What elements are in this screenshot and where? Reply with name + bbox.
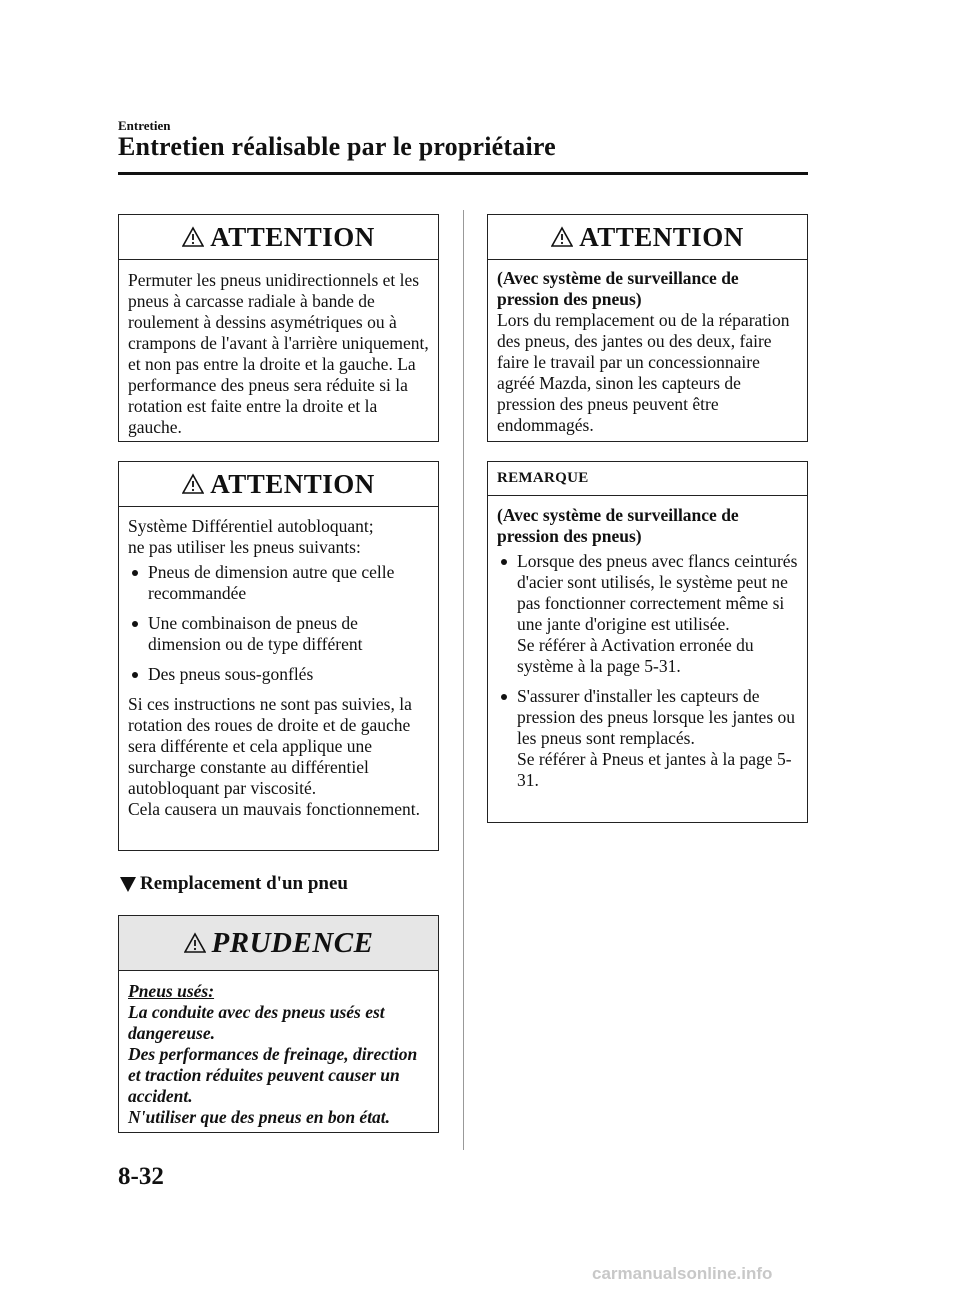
page-reference: Se référer à Pneus et jantes à la page 5-31. [517,749,792,790]
attention-text: Lors du remplacement ou de la réparation des pneus, des jantes ou des deux, faire faire le travail par un concessionnaire agréé Mazda, sinon les capteurs de pression des pneus peuvent être endommagés. [497,310,790,435]
page-reference: Se référer à Activation erronée du système à la page 5-31. [517,635,754,676]
section-label: Entretien [118,118,171,133]
list-item: Lorsque des pneus avec flancs ceinturés d'acier sont utilisés, le système peut ne pas fonctionner correctement même si une jante d'origine est utilisée. Se référer à Activation erronée du système à la page 5-31. [497,551,799,677]
triangle-down-icon [120,877,136,892]
subheading-text: Remplacement d'un pneu [140,873,348,894]
page-number: 8-32 [118,1163,164,1190]
list-item: S'assurer d'installer les capteurs de pression des pneus lorsque les jantes ou les pneus sont remplacés. Se référer à Pneus et jantes à la page 5-31. [497,686,799,791]
remarque-box [487,461,808,823]
page-title: Entretien réalisable par le propriétaire [118,132,556,161]
header-rule [118,172,808,175]
outro-text: Si ces instructions ne sont pas suivies, la rotation des roues de droite et de gauche sera différente et cela applique une surcharge constante au différentiel autobloquant par viscosité. [128,694,412,798]
attention-box-tpms [487,214,808,442]
prudence-box [118,915,439,1133]
remarque-bold-intro: (Avec système de surveillance de pression des pneus) [497,505,739,546]
watermark: carmanualsonline.info [592,1264,773,1283]
attention-header [488,215,807,260]
attention-header [119,215,438,260]
bullet-list [497,551,799,791]
subheading [120,873,348,895]
column-divider [463,210,464,1150]
attention-text: Permuter les pneus unidirectionnels et les pneus à carcasse radiale à bande de roulement à dessins asymétriques ou à crampons de l'avant à l'arrière uniquement, et non pas entre la droite et la gauche. La performance des pneus sera réduite si la rotation est faite entre la droite et la gauche. [128,270,429,437]
prudence-title: PRUDENCE [211,926,374,959]
attention-bold-intro: (Avec système de surveillance de pression des pneus) [497,268,739,309]
warning-icon [182,473,204,495]
bullet-list [128,562,430,685]
list-item: Des pneus sous-gonflés [128,664,430,685]
attention-title: ATTENTION [210,221,375,252]
intro-line-1: Système Différentiel autobloquant; [128,516,374,536]
warning-icon [182,226,204,248]
prudence-header [119,916,438,971]
attention-title: ATTENTION [579,221,744,252]
prudence-line: La conduite avec des pneus usés est dangereuse. [128,1002,385,1043]
attention-box-rotation [118,214,439,442]
outro-text-2: Cela causera un mauvais fonctionnement. [128,799,421,819]
prudence-label: Pneus usés: [128,981,215,1001]
prudence-line: Des performances de freinage, direction et traction réduites peuvent causer un accident. [128,1044,418,1106]
list-item: Pneus de dimension autre que celle recommandée [128,562,430,604]
attention-header [119,462,438,507]
list-item: Une combinaison de pneus de dimension ou de type différent [128,613,430,655]
attention-box-differential [118,461,439,851]
intro-line-2: ne pas utiliser les pneus suivants: [128,537,361,557]
prudence-line: N'utiliser que des pneus en bon état. [128,1107,391,1127]
remarque-title: REMARQUE [488,462,807,496]
attention-title: ATTENTION [210,468,375,499]
warning-icon [551,226,573,248]
warning-icon [184,932,206,954]
